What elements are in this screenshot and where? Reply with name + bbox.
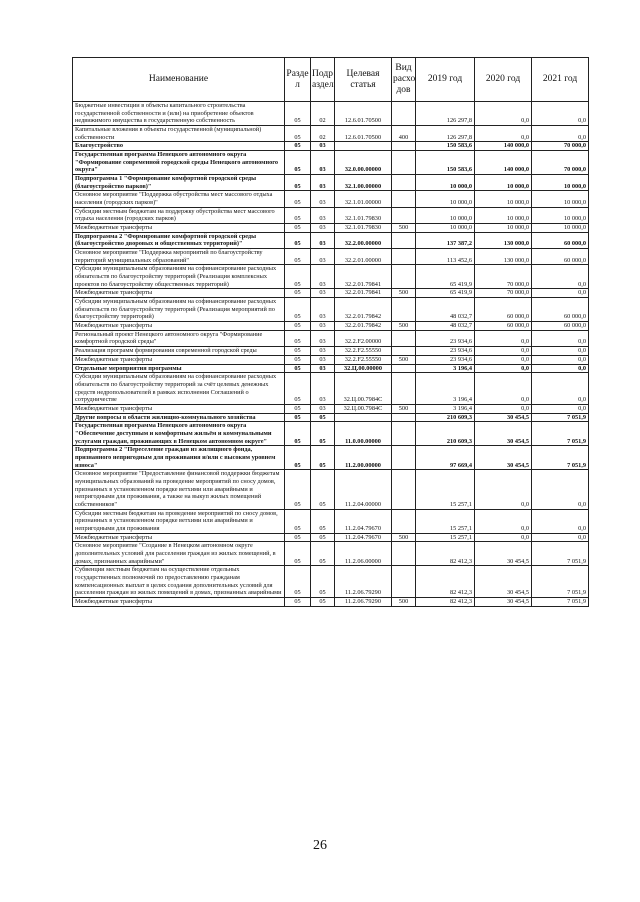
row-section-cell: 05	[285, 413, 311, 422]
row-year-2019-cell: 150 583,6	[416, 151, 475, 175]
row-expense-type-cell: 500	[392, 597, 416, 606]
header-target-article: Целевая статья	[335, 58, 392, 102]
table-row	[73, 404, 589, 413]
row-section-cell: 05	[285, 470, 311, 509]
row-year-2019-cell: 10 000,0	[416, 191, 475, 207]
row-expense-type-cell	[392, 175, 416, 191]
row-year-2021-cell: 0,0	[532, 364, 589, 373]
table-row	[73, 126, 589, 142]
table-row	[73, 265, 589, 289]
table-row	[73, 542, 589, 566]
row-year-2020-cell: 30 454,5	[475, 597, 532, 606]
row-section-cell: 05	[285, 232, 311, 248]
row-section-cell: 05	[285, 355, 311, 364]
row-year-2019-cell: 126 297,8	[416, 102, 475, 126]
row-year-2019-cell: 65 419,9	[416, 289, 475, 298]
row-subsection-cell: 05	[311, 533, 335, 542]
row-section-cell: 05	[285, 373, 311, 405]
row-subsection-cell: 05	[311, 597, 335, 606]
row-expense-type-cell: 500	[392, 533, 416, 542]
row-year-2019-cell: 150 583,6	[416, 142, 475, 151]
row-year-2021-cell: 10 000,0	[532, 191, 589, 207]
row-name-cell: Подпрограмма 1 "Формирование комфортной городской среды (благоустройство парков)"	[73, 175, 285, 191]
row-expense-type-cell	[392, 373, 416, 405]
row-expense-type-cell	[392, 298, 416, 322]
row-target-article-cell: 32.Ц.00.00000	[335, 364, 392, 373]
row-section-cell: 05	[285, 298, 311, 322]
row-section-cell: 05	[285, 126, 311, 142]
row-expense-type-cell: 500	[392, 224, 416, 233]
row-name-cell: Межбюджетные трансферты	[73, 322, 285, 331]
row-subsection-cell: 03	[311, 298, 335, 322]
row-year-2019-cell: 48 032,7	[416, 322, 475, 331]
row-target-article-cell: 11.2.06.79290	[335, 597, 392, 606]
row-section-cell: 05	[285, 322, 311, 331]
row-subsection-cell: 03	[311, 175, 335, 191]
row-year-2020-cell: 130 000,0	[475, 249, 532, 265]
row-target-article-cell: 32.1.01.79830	[335, 224, 392, 233]
table-row	[73, 224, 589, 233]
row-year-2019-cell: 10 000,0	[416, 224, 475, 233]
row-year-2020-cell: 0,0	[475, 102, 532, 126]
row-year-2021-cell: 0,0	[532, 289, 589, 298]
row-year-2021-cell: 60 000,0	[532, 232, 589, 248]
row-year-2021-cell: 60 000,0	[532, 322, 589, 331]
row-expense-type-cell	[392, 542, 416, 566]
row-target-article-cell: 32.2.01.79842	[335, 298, 392, 322]
row-year-2019-cell: 23 934,6	[416, 330, 475, 346]
row-year-2021-cell: 0,0	[532, 533, 589, 542]
row-section-cell: 05	[285, 364, 311, 373]
row-section-cell: 05	[285, 207, 311, 223]
row-subsection-cell: 03	[311, 373, 335, 405]
row-name-cell: Региональный проект Ненецкого автономного округа "Формирование комфортной городской среды"	[73, 330, 285, 346]
row-target-article-cell: 32.1.01.00000	[335, 191, 392, 207]
row-name-cell: Основное мероприятие "Создание в Ненецком автономном округе дополнительных условий для расселения граждан из жилых помещений, в домах, признанных аварийными"	[73, 542, 285, 566]
row-year-2021-cell: 0,0	[532, 509, 589, 533]
page-number: 26	[313, 838, 327, 853]
row-year-2021-cell: 70 000,0	[532, 142, 589, 151]
row-name-cell: Субвенции местным бюджетам на осуществление отдельных государственных полномочий по предоставлению гражданам компенсационных выплат в целях создания дополнительных условий для расселения граждан из жилых помещений в домах, признанных аварийными	[73, 566, 285, 598]
row-name-cell: Подпрограмма 2 "Формирование комфортной городской среды (благоустройство дворовых и общественных территорий)"	[73, 232, 285, 248]
row-name-cell: Межбюджетные трансферты	[73, 404, 285, 413]
row-section-cell: 05	[285, 542, 311, 566]
row-target-article-cell: 11.2.06.00000	[335, 542, 392, 566]
row-year-2019-cell: 23 934,6	[416, 355, 475, 364]
row-subsection-cell: 03	[311, 355, 335, 364]
row-name-cell: Субсидии муниципальным образованиям на софинансирование расходных обязательств по благоустройству территорий (Реализация мероприятий по благоустройству территорий)	[73, 298, 285, 322]
row-name-cell: Подпрограмма 2 "Переселение граждан из жилищного фонда, признанного непригодным для проживания и/или с высоким уровнем износа"	[73, 446, 285, 470]
row-subsection-cell: 03	[311, 249, 335, 265]
row-name-cell: Межбюджетные трансферты	[73, 597, 285, 606]
row-section-cell: 05	[285, 330, 311, 346]
table-row	[73, 413, 589, 422]
row-year-2021-cell: 60 000,0	[532, 249, 589, 265]
row-year-2021-cell: 10 000,0	[532, 207, 589, 223]
header-subsection: Подр аздел	[311, 58, 335, 102]
row-year-2020-cell: 10 000,0	[475, 207, 532, 223]
row-subsection-cell: 05	[311, 566, 335, 598]
row-year-2020-cell: 140 000,0	[475, 151, 532, 175]
table-row	[73, 347, 589, 356]
row-year-2019-cell: 10 000,0	[416, 175, 475, 191]
table-row	[73, 597, 589, 606]
row-subsection-cell: 05	[311, 446, 335, 470]
row-name-cell: Межбюджетные трансферты	[73, 224, 285, 233]
row-year-2021-cell: 7 051,9	[532, 566, 589, 598]
row-subsection-cell: 03	[311, 142, 335, 151]
header-name: Наименование	[73, 58, 285, 102]
row-year-2021-cell: 0,0	[532, 126, 589, 142]
row-expense-type-cell	[392, 509, 416, 533]
row-subsection-cell: 02	[311, 102, 335, 126]
row-year-2020-cell: 0,0	[475, 373, 532, 405]
row-name-cell: Субсидии муниципальным образованиям на софинансирование расходных обязательств по благоустройству территорий (Реализация комплексных проектов по благоустройству общественных территорий)	[73, 265, 285, 289]
row-year-2019-cell: 3 196,4	[416, 364, 475, 373]
table-row	[73, 566, 589, 598]
row-year-2021-cell: 60 000,0	[532, 298, 589, 322]
row-subsection-cell: 03	[311, 265, 335, 289]
row-target-article-cell: 11.2.04.00000	[335, 470, 392, 509]
row-expense-type-cell	[392, 249, 416, 265]
row-expense-type-cell	[392, 446, 416, 470]
row-year-2021-cell: 0,0	[532, 265, 589, 289]
row-year-2019-cell: 15 257,1	[416, 470, 475, 509]
row-section-cell: 05	[285, 509, 311, 533]
row-section-cell: 05	[285, 597, 311, 606]
table-body	[73, 102, 589, 607]
row-target-article-cell: 32.2.01.79841	[335, 265, 392, 289]
row-target-article-cell: 12.6.01.70500	[335, 126, 392, 142]
row-year-2020-cell: 30 454,5	[475, 446, 532, 470]
row-year-2021-cell: 70 000,0	[532, 151, 589, 175]
row-target-article-cell: 32.2.01.79842	[335, 322, 392, 331]
row-subsection-cell: 05	[311, 470, 335, 509]
table-row	[73, 422, 589, 446]
budget-table	[72, 57, 589, 607]
row-subsection-cell: 03	[311, 151, 335, 175]
row-target-article-cell: 32.2.F2.00000	[335, 330, 392, 346]
row-target-article-cell: 11.2.04.79670	[335, 509, 392, 533]
row-year-2020-cell: 0,0	[475, 509, 532, 533]
header-expense-type: Вид расхо дов	[392, 58, 416, 102]
row-target-article-cell: 32.2.F2.55550	[335, 355, 392, 364]
row-subsection-cell: 05	[311, 542, 335, 566]
row-section-cell: 05	[285, 533, 311, 542]
table-row	[73, 355, 589, 364]
row-target-article-cell: 11.2.04.79670	[335, 533, 392, 542]
row-year-2019-cell: 82 412,3	[416, 542, 475, 566]
row-subsection-cell: 05	[311, 413, 335, 422]
row-year-2021-cell: 7 051,9	[532, 446, 589, 470]
row-target-article-cell: 12.6.01.70500	[335, 102, 392, 126]
row-name-cell: Субсидии местным бюджетам на проведение мероприятий по сносу домов, признанных в установленном порядке ветхими или аварийными и непригодными для проживания	[73, 509, 285, 533]
table-row	[73, 207, 589, 223]
header-year-2020: 2020 год	[475, 58, 532, 102]
row-year-2019-cell: 97 669,4	[416, 446, 475, 470]
row-year-2020-cell: 70 000,0	[475, 265, 532, 289]
row-year-2021-cell: 0,0	[532, 470, 589, 509]
row-subsection-cell: 03	[311, 330, 335, 346]
row-section-cell: 05	[285, 175, 311, 191]
row-target-article-cell: 32.Ц.00.7984С	[335, 373, 392, 405]
header-section: Разде л	[285, 58, 311, 102]
table-row	[73, 249, 589, 265]
row-target-article-cell	[335, 142, 392, 151]
row-year-2019-cell: 65 419,9	[416, 265, 475, 289]
row-expense-type-cell: 500	[392, 404, 416, 413]
row-year-2019-cell: 3 196,4	[416, 373, 475, 405]
row-year-2021-cell: 10 000,0	[532, 224, 589, 233]
table-row	[73, 446, 589, 470]
row-expense-type-cell	[392, 142, 416, 151]
table-row	[73, 322, 589, 331]
table-row	[73, 533, 589, 542]
row-expense-type-cell	[392, 422, 416, 446]
row-section-cell: 05	[285, 422, 311, 446]
row-expense-type-cell	[392, 347, 416, 356]
row-target-article-cell: 11.2.00.00000	[335, 446, 392, 470]
row-expense-type-cell	[392, 151, 416, 175]
row-expense-type-cell	[392, 364, 416, 373]
row-year-2020-cell: 140 000,0	[475, 142, 532, 151]
row-subsection-cell: 03	[311, 322, 335, 331]
row-section-cell: 05	[285, 265, 311, 289]
row-subsection-cell: 03	[311, 224, 335, 233]
table-row	[73, 191, 589, 207]
row-target-article-cell: 32.1.01.79830	[335, 207, 392, 223]
row-section-cell: 05	[285, 404, 311, 413]
table-row	[73, 364, 589, 373]
row-year-2020-cell: 10 000,0	[475, 191, 532, 207]
row-subsection-cell: 05	[311, 509, 335, 533]
row-year-2019-cell: 23 934,6	[416, 347, 475, 356]
row-year-2020-cell: 0,0	[475, 347, 532, 356]
table-row	[73, 151, 589, 175]
row-year-2019-cell: 137 387,2	[416, 232, 475, 248]
row-target-article-cell	[335, 413, 392, 422]
row-year-2021-cell: 0,0	[532, 404, 589, 413]
row-target-article-cell: 32.2.01.79841	[335, 289, 392, 298]
table-row	[73, 175, 589, 191]
row-year-2021-cell: 0,0	[532, 347, 589, 356]
row-year-2021-cell: 0,0	[532, 102, 589, 126]
row-subsection-cell: 02	[311, 126, 335, 142]
row-year-2021-cell: 7 051,9	[532, 597, 589, 606]
row-section-cell: 05	[285, 249, 311, 265]
row-year-2020-cell: 130 000,0	[475, 232, 532, 248]
row-year-2019-cell: 113 452,6	[416, 249, 475, 265]
row-target-article-cell: 32.Ц.00.7984С	[335, 404, 392, 413]
row-year-2021-cell: 0,0	[532, 330, 589, 346]
row-year-2020-cell: 60 000,0	[475, 298, 532, 322]
row-name-cell: Бюджетные инвестиции в объекты капитального строительства государственной собственности и (или) на приобретение объектов недвижимого имущества в государственную собственность	[73, 102, 285, 126]
row-year-2020-cell: 30 454,5	[475, 422, 532, 446]
row-target-article-cell: 11.0.00.00000	[335, 422, 392, 446]
row-year-2021-cell: 10 000,0	[532, 175, 589, 191]
row-name-cell: Отдельные мероприятия программы	[73, 364, 285, 373]
table-row	[73, 102, 589, 126]
row-section-cell: 05	[285, 191, 311, 207]
row-expense-type-cell	[392, 102, 416, 126]
row-name-cell: Межбюджетные трансферты	[73, 289, 285, 298]
row-section-cell: 05	[285, 102, 311, 126]
row-name-cell: Субсидии муниципальным образованиям на софинансирование расходных обязательств по благоустройству территорий за счёт целевых денежных средств недропользователей в рамках исполнения Соглашений о сотрудничестве	[73, 373, 285, 405]
row-year-2020-cell: 10 000,0	[475, 175, 532, 191]
row-name-cell: Реализация программ формирования современной городской среды	[73, 347, 285, 356]
row-name-cell: Основное мероприятие "Поддержка мероприятий по благоустройству территорий муниципальных образований"	[73, 249, 285, 265]
row-year-2020-cell: 0,0	[475, 364, 532, 373]
row-expense-type-cell	[392, 207, 416, 223]
table-row	[73, 298, 589, 322]
row-target-article-cell: 11.2.06.79290	[335, 566, 392, 598]
row-year-2019-cell: 15 257,1	[416, 533, 475, 542]
row-expense-type-cell: 500	[392, 289, 416, 298]
row-year-2020-cell: 0,0	[475, 355, 532, 364]
row-expense-type-cell: 400	[392, 126, 416, 142]
row-target-article-cell: 32.2.01.00000	[335, 249, 392, 265]
table-row	[73, 373, 589, 405]
row-section-cell: 05	[285, 142, 311, 151]
row-expense-type-cell: 500	[392, 355, 416, 364]
row-name-cell: Благоустройство	[73, 142, 285, 151]
header-year-2019: 2019 год	[416, 58, 475, 102]
row-year-2020-cell: 10 000,0	[475, 224, 532, 233]
row-year-2020-cell: 0,0	[475, 126, 532, 142]
row-year-2021-cell: 0,0	[532, 373, 589, 405]
row-year-2021-cell: 0,0	[532, 355, 589, 364]
row-name-cell: Капитальные вложения в объекты государственной (муниципальной) собственности	[73, 126, 285, 142]
table-row	[73, 232, 589, 248]
row-target-article-cell: 32.2.F2.55550	[335, 347, 392, 356]
row-year-2021-cell: 7 051,9	[532, 542, 589, 566]
row-name-cell: Основное мероприятие "Предоставление финансовой поддержки бюджетам муниципальных образований на проведение мероприятий по сносу домов, признанных в установленном порядке ветхими или аварийными и непригодными для проживания, а также на выкуп жилых помещений собственников"	[73, 470, 285, 509]
row-subsection-cell: 03	[311, 207, 335, 223]
row-subsection-cell: 03	[311, 364, 335, 373]
row-year-2020-cell: 0,0	[475, 533, 532, 542]
row-subsection-cell: 03	[311, 347, 335, 356]
row-name-cell: Субсидии местным бюджетам на поддержку обустройства мест массового отдыха населения (городских парков)	[73, 207, 285, 223]
row-subsection-cell: 03	[311, 404, 335, 413]
row-subsection-cell: 03	[311, 232, 335, 248]
row-year-2020-cell: 30 454,5	[475, 542, 532, 566]
row-year-2019-cell: 10 000,0	[416, 207, 475, 223]
row-name-cell: Межбюджетные трансферты	[73, 533, 285, 542]
row-target-article-cell: 32.2.00.00000	[335, 232, 392, 248]
table-header-row	[73, 58, 589, 102]
row-year-2019-cell: 210 609,3	[416, 422, 475, 446]
table-row	[73, 289, 589, 298]
row-year-2019-cell: 3 196,4	[416, 404, 475, 413]
row-year-2020-cell: 60 000,0	[475, 322, 532, 331]
row-expense-type-cell	[392, 232, 416, 248]
row-year-2019-cell: 210 609,3	[416, 413, 475, 422]
row-expense-type-cell	[392, 191, 416, 207]
table-row	[73, 470, 589, 509]
row-target-article-cell: 32.0.00.00000	[335, 151, 392, 175]
row-target-article-cell: 32.1.00.00000	[335, 175, 392, 191]
row-name-cell: Государственная программа Ненецкого автономного округа "Обеспечение доступным и комфортным жильём и коммунальными услугами граждан, проживающих в Ненецком автономном округе"	[73, 422, 285, 446]
row-name-cell: Межбюджетные трансферты	[73, 355, 285, 364]
row-year-2019-cell: 15 257,1	[416, 509, 475, 533]
row-year-2019-cell: 126 297,8	[416, 126, 475, 142]
table-row	[73, 330, 589, 346]
row-subsection-cell: 05	[311, 422, 335, 446]
row-year-2019-cell: 48 032,7	[416, 298, 475, 322]
row-name-cell: Государственная программа Ненецкого автономного округа "Формирование современной городской среды Ненецкого автономного округа"	[73, 151, 285, 175]
row-section-cell: 05	[285, 566, 311, 598]
row-expense-type-cell	[392, 330, 416, 346]
table-row	[73, 509, 589, 533]
row-year-2021-cell: 7 051,9	[532, 413, 589, 422]
row-year-2020-cell: 30 454,5	[475, 413, 532, 422]
row-expense-type-cell	[392, 566, 416, 598]
row-name-cell: Основное мероприятие "Поддержка обустройства мест массового отдыха населения (городских парков)"	[73, 191, 285, 207]
row-name-cell: Другие вопросы в области жилищно-коммунального хозяйства	[73, 413, 285, 422]
row-year-2019-cell: 82 412,3	[416, 597, 475, 606]
header-year-2021: 2021 год	[532, 58, 589, 102]
row-year-2020-cell: 0,0	[475, 470, 532, 509]
table-row	[73, 142, 589, 151]
row-section-cell: 05	[285, 347, 311, 356]
row-expense-type-cell	[392, 265, 416, 289]
row-section-cell: 05	[285, 151, 311, 175]
row-year-2020-cell: 30 454,5	[475, 566, 532, 598]
row-year-2021-cell: 7 051,9	[532, 422, 589, 446]
row-expense-type-cell: 500	[392, 322, 416, 331]
row-year-2020-cell: 0,0	[475, 404, 532, 413]
row-year-2020-cell: 70 000,0	[475, 289, 532, 298]
row-subsection-cell: 03	[311, 191, 335, 207]
row-subsection-cell: 03	[311, 289, 335, 298]
row-year-2020-cell: 0,0	[475, 330, 532, 346]
row-year-2019-cell: 82 412,3	[416, 566, 475, 598]
row-expense-type-cell	[392, 470, 416, 509]
row-section-cell: 05	[285, 446, 311, 470]
row-expense-type-cell	[392, 413, 416, 422]
row-section-cell: 05	[285, 224, 311, 233]
row-section-cell: 05	[285, 289, 311, 298]
